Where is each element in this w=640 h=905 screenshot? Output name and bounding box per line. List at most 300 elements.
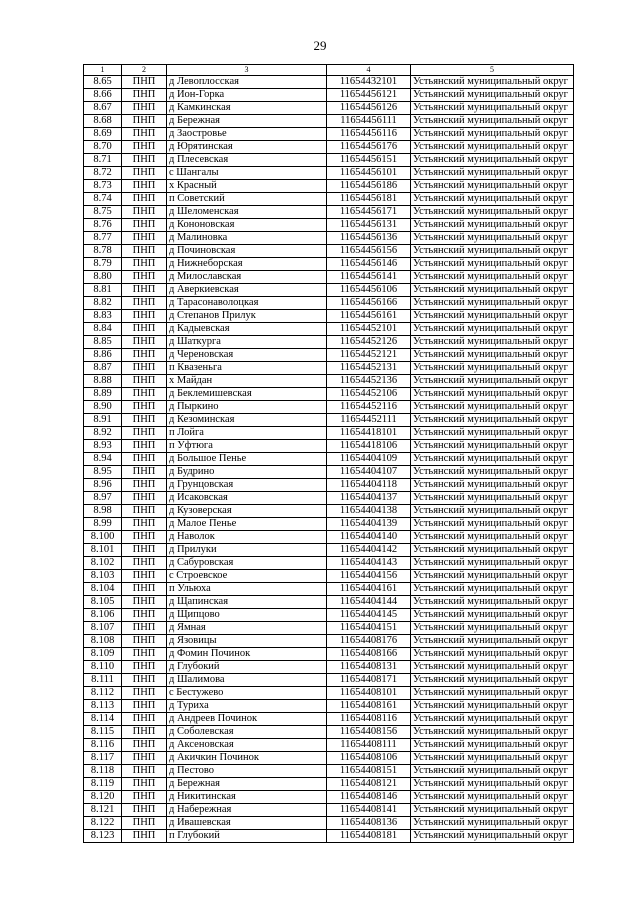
type-cell: ПНП — [122, 310, 167, 323]
type-cell: ПНП — [122, 687, 167, 700]
oktmo-code-cell: 11654404118 — [327, 479, 411, 492]
oktmo-code-cell: 11654456131 — [327, 219, 411, 232]
table-row — [84, 180, 574, 193]
district-cell: Устьянский муниципальный округ — [411, 739, 574, 752]
district-cell: Устьянский муниципальный округ — [411, 362, 574, 375]
oktmo-code-cell: 11654404137 — [327, 492, 411, 505]
row-number-cell: 8.90 — [84, 401, 122, 414]
settlement-name-cell: х Майдан — [167, 375, 327, 388]
table-row — [84, 388, 574, 401]
settlement-name-cell: д Нижнеборская — [167, 258, 327, 271]
row-number-cell: 8.109 — [84, 648, 122, 661]
table-row — [84, 570, 574, 583]
district-cell: Устьянский муниципальный округ — [411, 778, 574, 791]
district-cell: Устьянский муниципальный округ — [411, 258, 574, 271]
type-cell: ПНП — [122, 479, 167, 492]
type-cell: ПНП — [122, 141, 167, 154]
settlement-name-cell: д Акичкин Починок — [167, 752, 327, 765]
settlement-name-cell: д Камкинская — [167, 102, 327, 115]
row-number-cell: 8.94 — [84, 453, 122, 466]
district-cell: Устьянский муниципальный округ — [411, 297, 574, 310]
table-row — [84, 115, 574, 128]
type-cell: ПНП — [122, 102, 167, 115]
oktmo-code-cell: 11654408101 — [327, 687, 411, 700]
district-cell: Устьянский муниципальный округ — [411, 440, 574, 453]
type-cell: ПНП — [122, 726, 167, 739]
settlement-name-cell: д Бережная — [167, 115, 327, 128]
table-row — [84, 557, 574, 570]
row-number-cell: 8.85 — [84, 336, 122, 349]
row-number-cell: 8.65 — [84, 76, 122, 89]
district-cell: Устьянский муниципальный округ — [411, 752, 574, 765]
type-cell: ПНП — [122, 466, 167, 479]
table-row — [84, 232, 574, 245]
oktmo-code-cell: 11654408116 — [327, 713, 411, 726]
oktmo-code-cell: 11654408171 — [327, 674, 411, 687]
oktmo-code-cell: 11654408131 — [327, 661, 411, 674]
district-cell: Устьянский муниципальный округ — [411, 349, 574, 362]
table-row — [84, 219, 574, 232]
settlement-name-cell: д Большое Пенье — [167, 453, 327, 466]
oktmo-code-cell: 11654456116 — [327, 128, 411, 141]
type-cell: ПНП — [122, 232, 167, 245]
type-cell: ПНП — [122, 544, 167, 557]
table-row — [84, 830, 574, 843]
table-row — [84, 804, 574, 817]
type-cell: ПНП — [122, 661, 167, 674]
type-cell: ПНП — [122, 791, 167, 804]
district-cell: Устьянский муниципальный округ — [411, 180, 574, 193]
settlements-table — [83, 64, 574, 843]
settlement-name-cell: д Щапинская — [167, 596, 327, 609]
row-number-cell: 8.76 — [84, 219, 122, 232]
table-row — [84, 466, 574, 479]
row-number-cell: 8.72 — [84, 167, 122, 180]
settlement-name-cell: с Шангалы — [167, 167, 327, 180]
type-cell: ПНП — [122, 596, 167, 609]
district-cell: Устьянский муниципальный округ — [411, 271, 574, 284]
type-cell: ПНП — [122, 388, 167, 401]
type-cell: ПНП — [122, 713, 167, 726]
settlement-name-cell: п Квазеньга — [167, 362, 327, 375]
settlement-name-cell: д Кононовская — [167, 219, 327, 232]
row-number-cell: 8.113 — [84, 700, 122, 713]
oktmo-code-cell: 11654452101 — [327, 323, 411, 336]
table-row — [84, 349, 574, 362]
settlement-name-cell: д Кузоверская — [167, 505, 327, 518]
table-row — [84, 492, 574, 505]
settlement-name-cell: п Глубокий — [167, 830, 327, 843]
oktmo-code-cell: 11654452136 — [327, 375, 411, 388]
oktmo-code-cell: 11654452131 — [327, 362, 411, 375]
table-row — [84, 791, 574, 804]
settlement-name-cell: д Шалимова — [167, 674, 327, 687]
settlement-name-cell: д Щипцово — [167, 609, 327, 622]
type-cell: ПНП — [122, 817, 167, 830]
oktmo-code-cell: 11654408166 — [327, 648, 411, 661]
settlement-name-cell: с Строевское — [167, 570, 327, 583]
row-number-cell: 8.97 — [84, 492, 122, 505]
type-cell: ПНП — [122, 115, 167, 128]
type-cell: ПНП — [122, 401, 167, 414]
district-cell: Устьянский муниципальный округ — [411, 427, 574, 440]
district-cell: Устьянский муниципальный округ — [411, 193, 574, 206]
type-cell: ПНП — [122, 154, 167, 167]
row-number-cell: 8.73 — [84, 180, 122, 193]
district-cell: Устьянский муниципальный округ — [411, 713, 574, 726]
type-cell: ПНП — [122, 206, 167, 219]
row-number-cell: 8.84 — [84, 323, 122, 336]
district-cell: Устьянский муниципальный округ — [411, 76, 574, 89]
district-cell: Устьянский муниципальный округ — [411, 596, 574, 609]
oktmo-code-cell: 11654408146 — [327, 791, 411, 804]
settlement-name-cell: д Набережная — [167, 804, 327, 817]
settlement-name-cell: д Туриха — [167, 700, 327, 713]
settlement-name-cell: д Шаткурга — [167, 336, 327, 349]
row-number-cell: 8.122 — [84, 817, 122, 830]
table-row — [84, 245, 574, 258]
row-number-cell: 8.119 — [84, 778, 122, 791]
row-number-cell: 8.100 — [84, 531, 122, 544]
table-row — [84, 271, 574, 284]
district-cell: Устьянский муниципальный округ — [411, 466, 574, 479]
type-cell: ПНП — [122, 609, 167, 622]
oktmo-code-cell: 11654408121 — [327, 778, 411, 791]
oktmo-code-cell: 11654404144 — [327, 596, 411, 609]
district-cell: Устьянский муниципальный округ — [411, 245, 574, 258]
settlement-name-cell: х Красный — [167, 180, 327, 193]
row-number-cell: 8.108 — [84, 635, 122, 648]
row-number-cell: 8.70 — [84, 141, 122, 154]
type-cell: ПНП — [122, 193, 167, 206]
type-cell: ПНП — [122, 427, 167, 440]
row-number-cell: 8.95 — [84, 466, 122, 479]
oktmo-code-cell: 11654418106 — [327, 440, 411, 453]
district-cell: Устьянский муниципальный округ — [411, 583, 574, 596]
oktmo-code-cell: 11654408156 — [327, 726, 411, 739]
type-cell: ПНП — [122, 583, 167, 596]
settlement-name-cell: д Заостровье — [167, 128, 327, 141]
settlement-name-cell: п Лойга — [167, 427, 327, 440]
table-row — [84, 674, 574, 687]
district-cell: Устьянский муниципальный округ — [411, 284, 574, 297]
oktmo-code-cell: 11654408141 — [327, 804, 411, 817]
district-cell: Устьянский муниципальный округ — [411, 141, 574, 154]
settlement-name-cell: д Будрино — [167, 466, 327, 479]
oktmo-code-cell: 11654408106 — [327, 752, 411, 765]
column-header: 3 — [167, 65, 327, 76]
row-number-cell: 8.107 — [84, 622, 122, 635]
district-cell: Устьянский муниципальный округ — [411, 609, 574, 622]
table-row — [84, 258, 574, 271]
settlement-name-cell: д Ивашевская — [167, 817, 327, 830]
row-number-cell: 8.66 — [84, 89, 122, 102]
oktmo-code-cell: 11654432101 — [327, 76, 411, 89]
oktmo-code-cell: 11654404156 — [327, 570, 411, 583]
oktmo-code-cell: 11654408181 — [327, 830, 411, 843]
oktmo-code-cell: 11654452111 — [327, 414, 411, 427]
settlement-name-cell: д Прилуки — [167, 544, 327, 557]
settlement-name-cell: д Ямная — [167, 622, 327, 635]
settlement-name-cell: д Починовская — [167, 245, 327, 258]
table-row — [84, 323, 574, 336]
row-number-cell: 8.103 — [84, 570, 122, 583]
type-cell: ПНП — [122, 323, 167, 336]
district-cell: Устьянский муниципальный округ — [411, 791, 574, 804]
oktmo-code-cell: 11654456126 — [327, 102, 411, 115]
settlement-name-cell: д Ион-Горка — [167, 89, 327, 102]
settlement-name-cell: д Грунцовская — [167, 479, 327, 492]
table-row — [84, 193, 574, 206]
oktmo-code-cell: 11654404142 — [327, 544, 411, 557]
row-number-cell: 8.102 — [84, 557, 122, 570]
table-row — [84, 817, 574, 830]
settlement-name-cell: п Советский — [167, 193, 327, 206]
table-row — [84, 453, 574, 466]
row-number-cell: 8.116 — [84, 739, 122, 752]
type-cell: ПНП — [122, 76, 167, 89]
table-row — [84, 700, 574, 713]
row-number-cell: 8.79 — [84, 258, 122, 271]
district-cell: Устьянский муниципальный округ — [411, 336, 574, 349]
row-number-cell: 8.115 — [84, 726, 122, 739]
settlement-name-cell: д Кезоминская — [167, 414, 327, 427]
settlement-name-cell: д Степанов Прилук — [167, 310, 327, 323]
row-number-cell: 8.112 — [84, 687, 122, 700]
district-cell: Устьянский муниципальный округ — [411, 700, 574, 713]
oktmo-code-cell: 11654452106 — [327, 388, 411, 401]
type-cell: ПНП — [122, 167, 167, 180]
type-cell: ПНП — [122, 531, 167, 544]
table-row — [84, 284, 574, 297]
settlement-name-cell: д Плесевская — [167, 154, 327, 167]
district-cell: Устьянский муниципальный округ — [411, 570, 574, 583]
district-cell: Устьянский муниципальный округ — [411, 453, 574, 466]
district-cell: Устьянский муниципальный округ — [411, 804, 574, 817]
row-number-cell: 8.68 — [84, 115, 122, 128]
oktmo-code-cell: 11654404109 — [327, 453, 411, 466]
table-row — [84, 661, 574, 674]
district-cell: Устьянский муниципальный округ — [411, 635, 574, 648]
row-number-cell: 8.91 — [84, 414, 122, 427]
table-row — [84, 752, 574, 765]
type-cell: ПНП — [122, 180, 167, 193]
table-row — [84, 336, 574, 349]
oktmo-code-cell: 11654408161 — [327, 700, 411, 713]
table-row — [84, 648, 574, 661]
oktmo-code-cell: 11654456176 — [327, 141, 411, 154]
row-number-cell: 8.104 — [84, 583, 122, 596]
type-cell: ПНП — [122, 362, 167, 375]
type-cell: ПНП — [122, 271, 167, 284]
oktmo-code-cell: 11654456111 — [327, 115, 411, 128]
table-row — [84, 518, 574, 531]
settlement-name-cell: д Исаковская — [167, 492, 327, 505]
table-row — [84, 713, 574, 726]
settlement-name-cell: д Беклемишевская — [167, 388, 327, 401]
row-number-cell: 8.88 — [84, 375, 122, 388]
district-cell: Устьянский муниципальный округ — [411, 401, 574, 414]
district-cell: Устьянский муниципальный округ — [411, 622, 574, 635]
settlement-name-cell: д Сабуровская — [167, 557, 327, 570]
oktmo-code-cell: 11654418101 — [327, 427, 411, 440]
type-cell: ПНП — [122, 453, 167, 466]
type-cell: ПНП — [122, 128, 167, 141]
row-number-cell: 8.111 — [84, 674, 122, 687]
district-cell: Устьянский муниципальный округ — [411, 817, 574, 830]
district-cell: Устьянский муниципальный округ — [411, 492, 574, 505]
settlement-name-cell: д Наволок — [167, 531, 327, 544]
type-cell: ПНП — [122, 414, 167, 427]
type-cell: ПНП — [122, 219, 167, 232]
oktmo-code-cell: 11654404138 — [327, 505, 411, 518]
table-row — [84, 778, 574, 791]
settlement-name-cell: д Шеломенская — [167, 206, 327, 219]
row-number-cell: 8.106 — [84, 609, 122, 622]
oktmo-code-cell: 11654456181 — [327, 193, 411, 206]
settlement-name-cell: д Бережная — [167, 778, 327, 791]
settlement-name-cell: д Тарасонаволоцкая — [167, 297, 327, 310]
oktmo-code-cell: 11654404151 — [327, 622, 411, 635]
table-row — [84, 765, 574, 778]
settlement-name-cell: д Пыркино — [167, 401, 327, 414]
row-number-cell: 8.99 — [84, 518, 122, 531]
row-number-cell: 8.96 — [84, 479, 122, 492]
row-number-cell: 8.74 — [84, 193, 122, 206]
district-cell: Устьянский муниципальный округ — [411, 323, 574, 336]
table-row — [84, 622, 574, 635]
table-header-row — [84, 65, 574, 76]
district-cell: Устьянский муниципальный округ — [411, 518, 574, 531]
row-number-cell: 8.98 — [84, 505, 122, 518]
table-row — [84, 414, 574, 427]
district-cell: Устьянский муниципальный округ — [411, 661, 574, 674]
row-number-cell: 8.105 — [84, 596, 122, 609]
row-number-cell: 8.78 — [84, 245, 122, 258]
type-cell: ПНП — [122, 440, 167, 453]
oktmo-code-cell: 11654404161 — [327, 583, 411, 596]
type-cell: ПНП — [122, 245, 167, 258]
settlement-name-cell: д Левоплосская — [167, 76, 327, 89]
settlement-name-cell: д Язовицы — [167, 635, 327, 648]
oktmo-code-cell: 11654456156 — [327, 245, 411, 258]
type-cell: ПНП — [122, 375, 167, 388]
district-cell: Устьянский муниципальный округ — [411, 206, 574, 219]
table-row — [84, 479, 574, 492]
type-cell: ПНП — [122, 258, 167, 271]
type-cell: ПНП — [122, 518, 167, 531]
oktmo-code-cell: 11654456106 — [327, 284, 411, 297]
settlement-name-cell: д Юрятинская — [167, 141, 327, 154]
table-row — [84, 310, 574, 323]
table-row — [84, 128, 574, 141]
row-number-cell: 8.118 — [84, 765, 122, 778]
row-number-cell: 8.101 — [84, 544, 122, 557]
oktmo-code-cell: 11654404107 — [327, 466, 411, 479]
oktmo-code-cell: 11654456146 — [327, 258, 411, 271]
row-number-cell: 8.89 — [84, 388, 122, 401]
district-cell: Устьянский муниципальный округ — [411, 154, 574, 167]
type-cell: ПНП — [122, 570, 167, 583]
district-cell: Устьянский муниципальный округ — [411, 544, 574, 557]
settlement-name-cell: с Бестужево — [167, 687, 327, 700]
district-cell: Устьянский муниципальный округ — [411, 726, 574, 739]
row-number-cell: 8.120 — [84, 791, 122, 804]
table-row — [84, 505, 574, 518]
type-cell: ПНП — [122, 505, 167, 518]
district-cell: Устьянский муниципальный округ — [411, 128, 574, 141]
district-cell: Устьянский муниципальный округ — [411, 479, 574, 492]
row-number-cell: 8.81 — [84, 284, 122, 297]
settlement-name-cell: д Соболевская — [167, 726, 327, 739]
oktmo-code-cell: 11654456166 — [327, 297, 411, 310]
table-row — [84, 206, 574, 219]
row-number-cell: 8.77 — [84, 232, 122, 245]
type-cell: ПНП — [122, 297, 167, 310]
table-row — [84, 297, 574, 310]
oktmo-code-cell: 11654404145 — [327, 609, 411, 622]
oktmo-code-cell: 11654456151 — [327, 154, 411, 167]
district-cell: Устьянский муниципальный округ — [411, 531, 574, 544]
column-header: 2 — [122, 65, 167, 76]
oktmo-code-cell: 11654408136 — [327, 817, 411, 830]
settlement-name-cell: д Малиновка — [167, 232, 327, 245]
district-cell: Устьянский муниципальный округ — [411, 557, 574, 570]
oktmo-code-cell: 11654456136 — [327, 232, 411, 245]
table-body — [84, 76, 574, 843]
type-cell: ПНП — [122, 557, 167, 570]
row-number-cell: 8.93 — [84, 440, 122, 453]
type-cell: ПНП — [122, 635, 167, 648]
oktmo-code-cell: 11654452116 — [327, 401, 411, 414]
district-cell: Устьянский муниципальный округ — [411, 648, 574, 661]
type-cell: ПНП — [122, 336, 167, 349]
row-number-cell: 8.121 — [84, 804, 122, 817]
district-cell: Устьянский муниципальный округ — [411, 388, 574, 401]
table-row — [84, 635, 574, 648]
row-number-cell: 8.82 — [84, 297, 122, 310]
settlement-name-cell: д Фомин Починок — [167, 648, 327, 661]
row-number-cell: 8.123 — [84, 830, 122, 843]
oktmo-code-cell: 11654404139 — [327, 518, 411, 531]
table-row — [84, 362, 574, 375]
row-number-cell: 8.110 — [84, 661, 122, 674]
row-number-cell: 8.69 — [84, 128, 122, 141]
column-header: 4 — [327, 65, 411, 76]
oktmo-code-cell: 11654456171 — [327, 206, 411, 219]
row-number-cell: 8.92 — [84, 427, 122, 440]
table-row — [84, 531, 574, 544]
type-cell: ПНП — [122, 674, 167, 687]
oktmo-code-cell: 11654408151 — [327, 765, 411, 778]
type-cell: ПНП — [122, 492, 167, 505]
table-row — [84, 102, 574, 115]
settlement-name-cell: д Милославская — [167, 271, 327, 284]
type-cell: ПНП — [122, 622, 167, 635]
type-cell: ПНП — [122, 284, 167, 297]
type-cell: ПНП — [122, 778, 167, 791]
row-number-cell: 8.75 — [84, 206, 122, 219]
row-number-cell: 8.67 — [84, 102, 122, 115]
type-cell: ПНП — [122, 739, 167, 752]
district-cell: Устьянский муниципальный округ — [411, 414, 574, 427]
settlement-name-cell: д Никитинская — [167, 791, 327, 804]
oktmo-code-cell: 11654456101 — [327, 167, 411, 180]
district-cell: Устьянский муниципальный округ — [411, 765, 574, 778]
district-cell: Устьянский муниципальный округ — [411, 115, 574, 128]
oktmo-code-cell: 11654404143 — [327, 557, 411, 570]
settlement-name-cell: д Череновская — [167, 349, 327, 362]
